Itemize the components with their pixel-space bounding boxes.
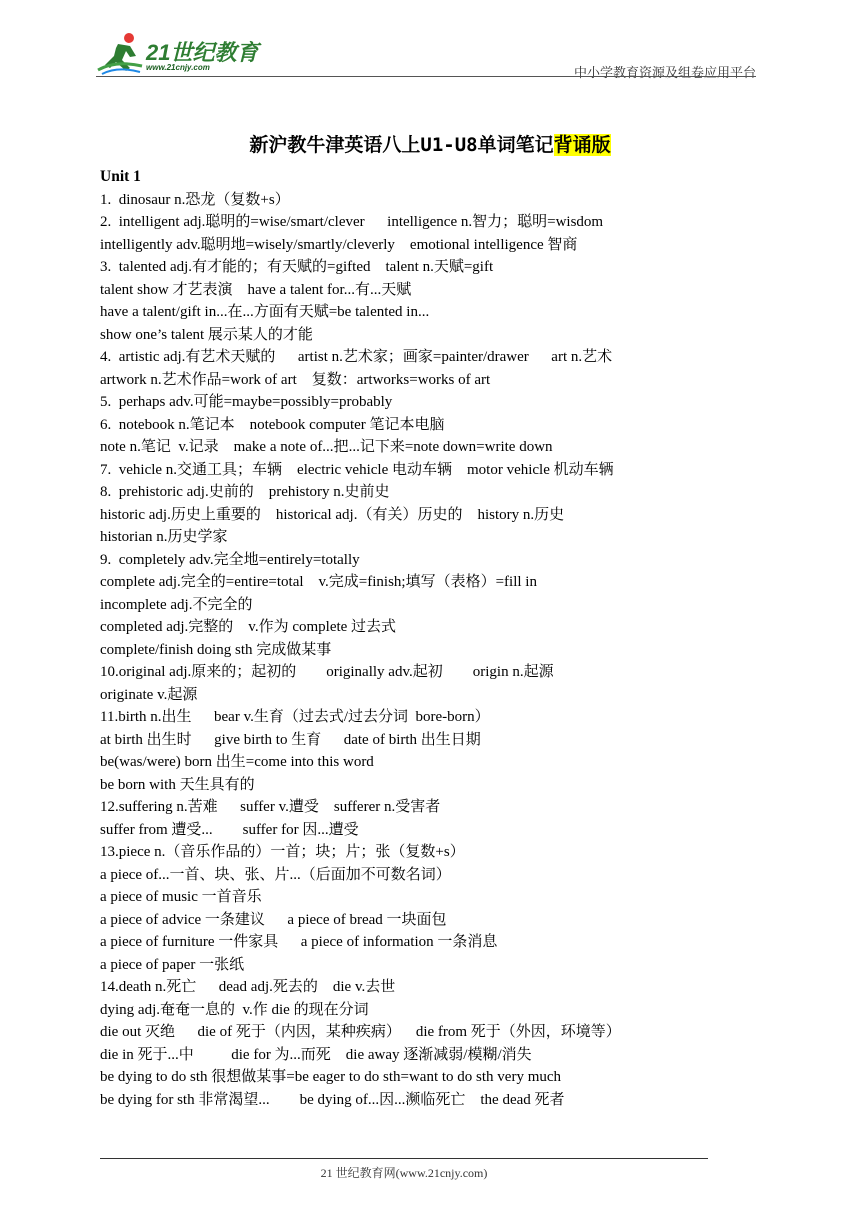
platform-name: 中小学教育资源及组卷应用平台 [573, 65, 756, 80]
note-line: complete adj.完全的=entire=total v.完成=finish;填写（表格）=fill in [100, 574, 537, 590]
note-line: incomplete adj.不完全的 [100, 596, 253, 613]
unit-heading: Unit 1 [100, 168, 141, 185]
header-divider [96, 76, 756, 77]
note-line: 11.birth n.出生 bear v.生育（过去式/过去分词 bore-born） [100, 709, 490, 725]
note-line: historian n.历史学家 [100, 529, 228, 545]
page-footer: 21 世纪教育网(www.21cnjy.com) [320, 1166, 488, 1180]
title-main: 新沪教牛津英语八上U1-U8单词笔记 [249, 134, 554, 156]
note-line: be(was/were) born 出生=come into this word [100, 754, 374, 770]
note-line: complete/finish doing sth 完成做某事 [100, 641, 332, 658]
document-title [0, 130, 860, 157]
note-line: 7. vehicle n.交通工具；车辆 electric vehicle 电动车辆 motor vehicle 机动车辆 [100, 461, 614, 478]
note-line: note n.笔记 v.记录 make a note of...把...记下来=note down=write down [100, 439, 553, 455]
note-line: be born with 天生具有的 [100, 776, 255, 793]
note-line: at birth 出生时 give birth to 生育 date of birth 出生日期 [100, 731, 481, 748]
logo-text: 21世纪教育 [146, 40, 259, 65]
note-line: 6. notebook n.笔记本 notebook computer 笔记本电脑 [100, 416, 445, 433]
note-line: be dying for sth 非常渴望... be dying of...因...濒临死亡 the dead 死者 [100, 1091, 565, 1108]
note-line: 3. talented adj.有才能的；有天赋的=gifted talent n.天赋=gift [100, 259, 494, 275]
notes-body [100, 166, 740, 1111]
note-line: 9. completely adv.完全地=entirely=totally [100, 551, 360, 568]
note-line: 1. dinosaur n.恐龙（复数+s） [100, 191, 290, 208]
note-line: 14.death n.死亡 dead adj.死去的 die v.去世 [100, 979, 396, 995]
note-line: a piece of paper 一张纸 [100, 956, 245, 973]
title-highlight: 背诵版 [553, 134, 611, 156]
runner-logo-icon [96, 30, 146, 76]
note-line: talent show 才艺表演 have a talent for...有...天赋 [100, 281, 412, 298]
note-line: completed adj.完整的 v.作为 complete 过去式 [100, 619, 397, 635]
note-line: die out 灭绝 die of 死于（内因，某种疾病） die from 死于（外因，环境等） [100, 1024, 621, 1040]
note-line: artwork n.艺术作品=work of art 复数：artworks=works of art [100, 371, 491, 388]
page-header [96, 30, 756, 80]
note-line: historic adj.历史上重要的 historical adj.（有关）历史的 history n.历史 [100, 506, 565, 523]
note-line: a piece of music 一首音乐 [100, 889, 262, 905]
site-logo [96, 30, 266, 78]
logo-url: www.21cnjy.com [146, 63, 210, 72]
note-line: be dying to do sth 很想做某事=be eager to do sth=want to do sth very much [100, 1069, 562, 1085]
note-line: 4. artistic adj.有艺术天赋的 artist n.艺术家；画家=painter/drawer art n.艺术 [100, 349, 613, 365]
note-line: a piece of advice 一条建议 a piece of bread 一块面包 [100, 911, 447, 928]
note-line: 2. intelligent adj.聪明的=wise/smart/clever intelligence n.智力；聪明=wisdom [100, 214, 604, 230]
note-line: show one’s talent 展示某人的才能 [100, 326, 313, 343]
note-line: die in 死于...中 die for 为...而死 die away 逐渐减弱/模糊/消失 [100, 1046, 532, 1063]
note-line: 12.suffering n.苦难 suffer v.遭受 sufferer n.受害者 [100, 799, 441, 815]
note-line: a piece of furniture 一件家具 a piece of information 一条消息 [100, 934, 498, 950]
notes-lines [100, 189, 740, 1112]
note-line: suffer from 遭受... suffer for 因...遭受 [100, 821, 359, 838]
note-line: have a talent/gift in...在...方面有天赋=be talented in... [100, 304, 430, 320]
note-line: 5. perhaps adv.可能=maybe=possibly=probably [100, 394, 393, 410]
footer-divider [100, 1158, 708, 1159]
note-line: intelligently adv.聪明地=wisely/smartly/cleverly emotional intelligence 智商 [100, 236, 578, 253]
note-line: 13.piece n.（音乐作品的）一首；块；片；张（复数+s） [100, 844, 465, 860]
note-line: 8. prehistoric adj.史前的 prehistory n.史前史 [100, 484, 390, 500]
note-line: a piece of...一首、块、张、片...（后面加不可数名词） [100, 866, 451, 883]
note-line: dying adj.奄奄一息的 v.作 die 的现在分词 [100, 1001, 369, 1018]
note-line: 10.original adj.原来的；起初的 originally adv.起初 origin n.起源 [100, 664, 554, 680]
note-line: originate v.起源 [100, 686, 198, 703]
